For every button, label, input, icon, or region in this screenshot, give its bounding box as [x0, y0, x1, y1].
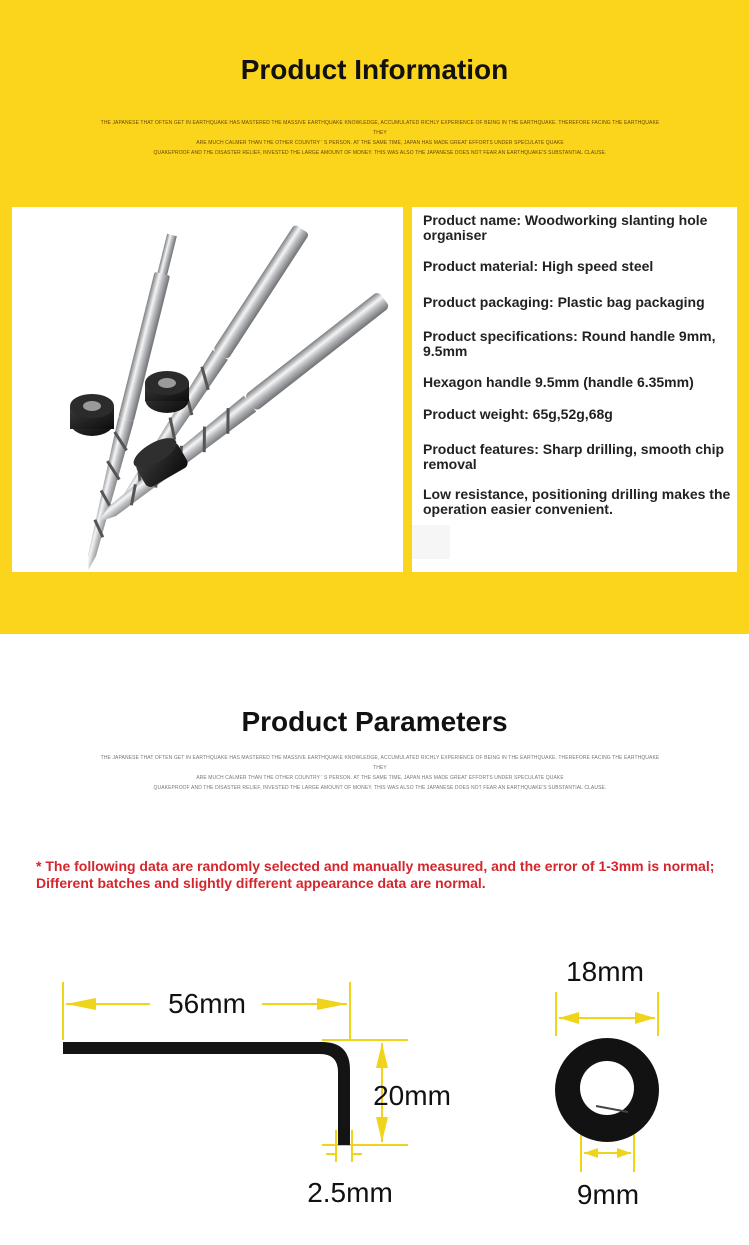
- info-product-name: Product name: Woodworking slanting hole organiser: [423, 212, 708, 243]
- wrench-thickness-label: 2.5mm: [307, 1177, 393, 1208]
- info-placeholder-box: [412, 525, 450, 559]
- fine-line: ARE MUCH CALMER THAN THE OTHER COUNTRY ' S PERSON. AT THE SAME TIME, JAPAN HAS MADE GREAT EFFORTS UNDER SPECULATE QUAKE: [196, 775, 564, 781]
- info-product-material: Product material: High speed steel: [423, 258, 654, 274]
- product-info-panel: [412, 207, 737, 572]
- info-product-specifications: Product specifications: Round handle 9mm, 9.5mm: [423, 328, 716, 359]
- arrow-up-icon: [376, 1043, 388, 1068]
- measurement-note: * The following data are randomly selected and manually measured, and the error of 1-3mm is normal; Different batches and slightly different appearance data are normal.: [36, 858, 715, 891]
- collar-outer-label: 18mm: [566, 956, 644, 987]
- fine-line: ARE MUCH CALMER THAN THE OTHER COUNTRY ' S PERSON. AT THE SAME TIME, JAPAN HAS MADE GREAT EFFORTS UNDER SPECULATE QUAKE: [196, 140, 564, 146]
- arrow-right-icon: [317, 998, 347, 1010]
- product-info-title: Product Information: [240, 54, 509, 85]
- dimension-diagram: [0, 940, 749, 1240]
- arrow-right-icon: [617, 1148, 631, 1158]
- fine-line: QUAKEPROOF AND THE DISASTER RELIEF, INVESTED THE LARGE AMOUNT OF MONEY. THIS WAS ALSO THE JAPANESE DOES NOT FEAR AN EARTHQUAKE'S SUBSTANTIAL CLAUSE.: [153, 785, 607, 791]
- drill-bits-illustration: [12, 207, 403, 572]
- fine-line: THE JAPANESE THAT OFTEN GET IN EARTHQUAKE HAS MASTERED THE MASSIVE EARTHQUAKE KNOWLEDGE, ACCUMULATED RICHLY EXPERIENCE OF BEING IN THE EARTHQUAKE. THEREFORE FACING THE EARTHQUAKE THEY: [100, 120, 660, 136]
- arrow-down-icon: [376, 1117, 388, 1142]
- info-hexagon-handle: Hexagon handle 9.5mm (handle 6.35mm): [423, 374, 694, 390]
- product-info-fine-print: [100, 118, 660, 158]
- drill-bits-photo: [12, 207, 403, 572]
- arrow-left-icon: [66, 998, 96, 1010]
- wrench-height-label: 20mm: [373, 1080, 451, 1111]
- collar-ring-hole: [580, 1061, 634, 1115]
- arrow-left-icon: [584, 1148, 598, 1158]
- collar-inner-label: 9mm: [576, 1179, 640, 1210]
- info-product-packaging: Product packaging: Plastic bag packaging: [423, 294, 705, 310]
- fine-line: QUAKEPROOF AND THE DISASTER RELIEF, INVESTED THE LARGE AMOUNT OF MONEY. THIS WAS ALSO THE JAPANESE DOES NOT FEAR AN EARTHQUAKE'S SUBSTANTIAL CLAUSE.: [153, 150, 607, 156]
- info-low-resistance: Low resistance, positioning drilling makes the operation easier convenient.: [423, 486, 731, 517]
- wrench-length-label: 56mm: [168, 988, 246, 1019]
- hex-wrench-shape: [63, 1042, 350, 1145]
- info-product-weight: Product weight: 65g,52g,68g: [423, 406, 613, 422]
- arrow-left-icon: [559, 1012, 579, 1024]
- product-parameters-title: Product Parameters: [241, 706, 508, 737]
- info-product-features: Product features: Sharp drilling, smooth chip removal: [423, 441, 725, 472]
- fine-line: THE JAPANESE THAT OFTEN GET IN EARTHQUAKE HAS MASTERED THE MASSIVE EARTHQUAKE KNOWLEDGE, ACCUMULATED RICHLY EXPERIENCE OF BEING IN THE EARTHQUAKE. THEREFORE FACING THE EARTHQUAKE THEY: [100, 755, 660, 771]
- arrow-right-icon: [635, 1012, 655, 1024]
- product-parameters-fine-print: [100, 753, 660, 793]
